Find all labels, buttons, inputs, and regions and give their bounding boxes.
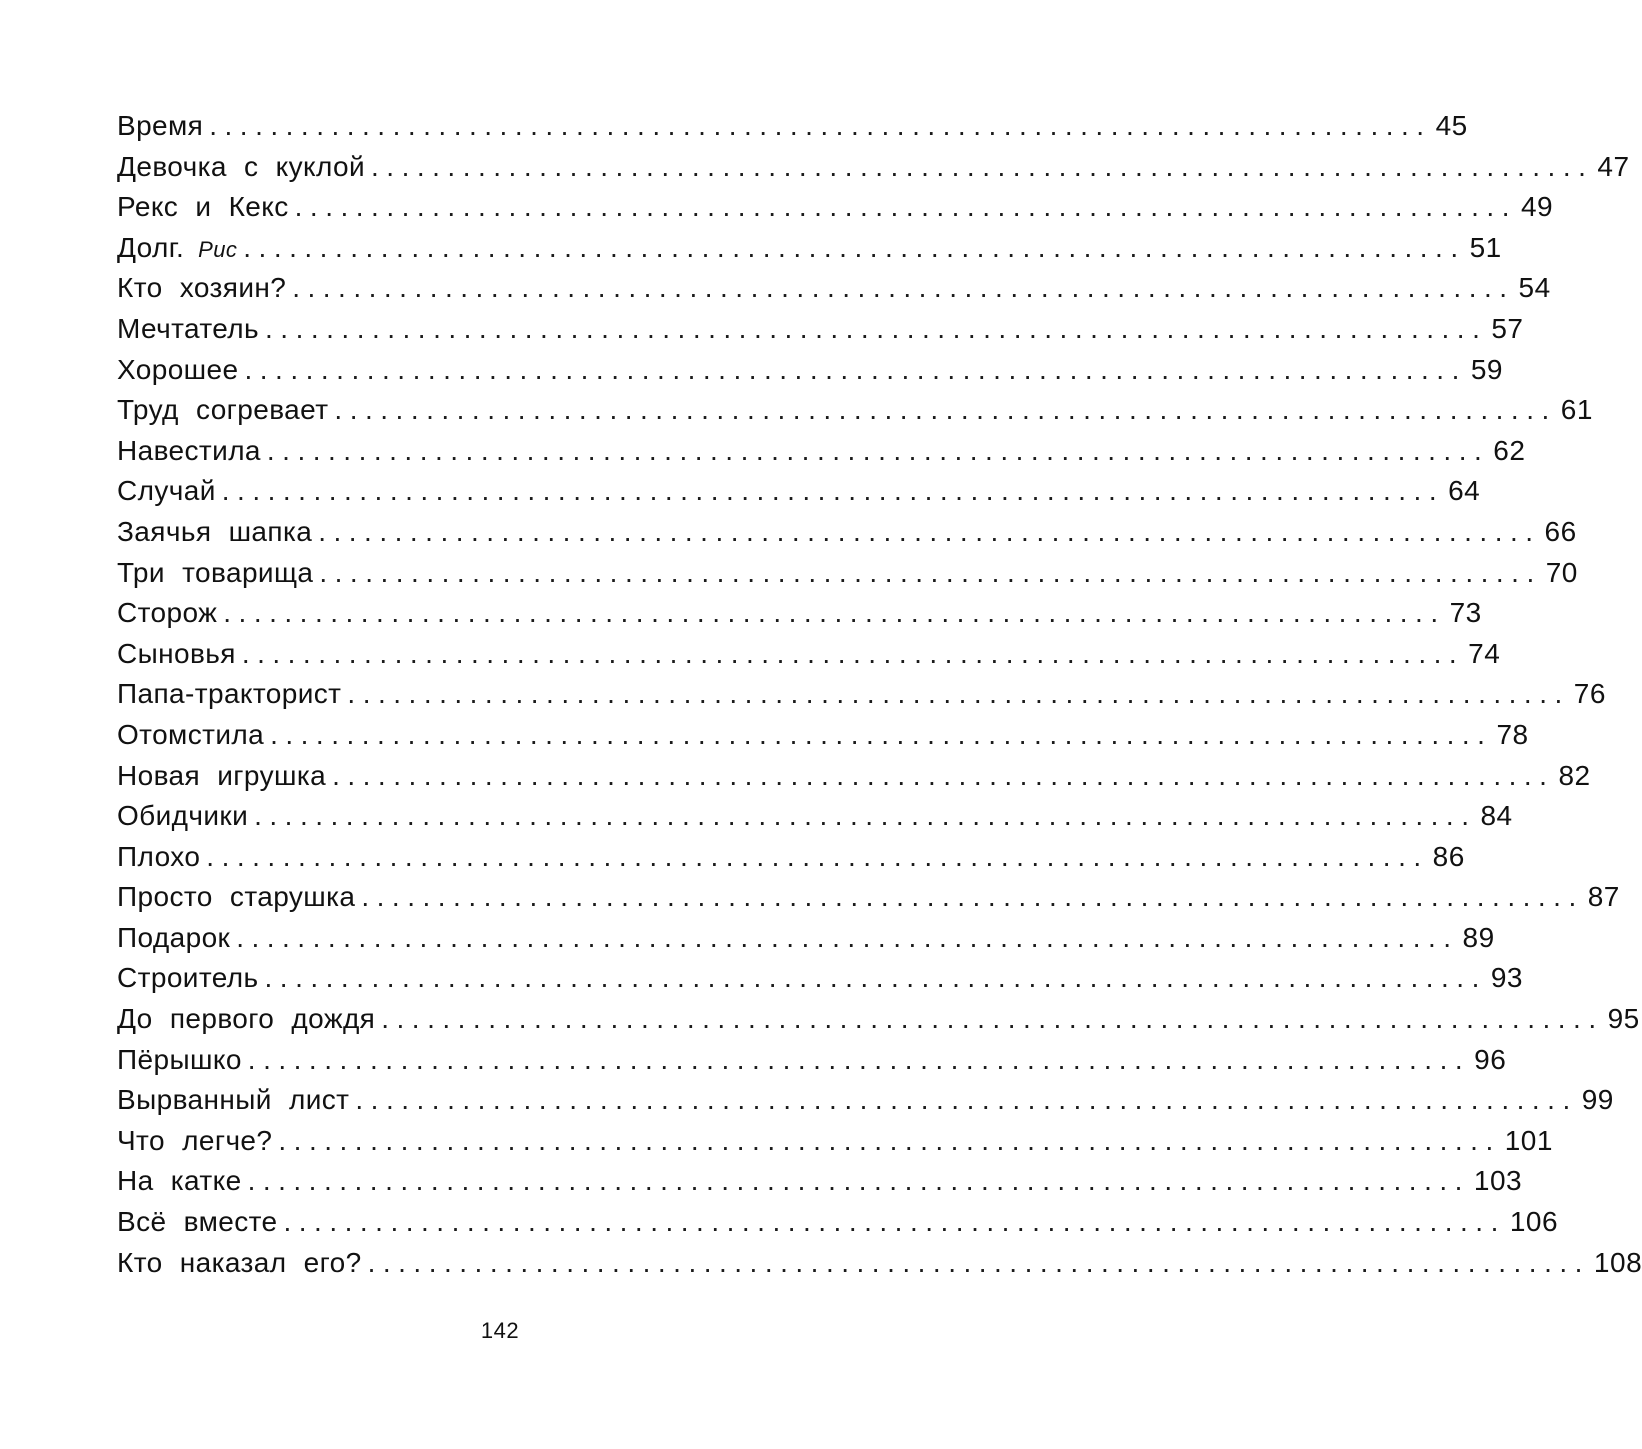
toc-entry-page: 101 [1504, 1124, 1553, 1156]
toc-entry-page: 86 [1432, 840, 1465, 872]
toc-entry-page: 47 [1597, 150, 1630, 182]
toc-leader-dots: ................................................................................ [266, 434, 1490, 466]
toc-leader-dots: ................................................................................ [278, 1124, 1501, 1156]
toc-entry-page: 89 [1462, 921, 1495, 953]
toc-leader-dots: ................................................................................ [367, 1246, 1590, 1278]
toc-entry-title: До первого дождя [117, 1003, 376, 1035]
toc-entry-title: Сторож [117, 597, 218, 629]
toc-leader-dots: ................................................................................ [371, 150, 1594, 182]
toc-leader-dots: ................................................................................ [347, 678, 1570, 710]
toc-leader-dots: ................................................................................ [270, 718, 1493, 750]
toc-entry-page: 106 [1509, 1206, 1559, 1238]
toc-entry-page: 95 [1607, 1003, 1640, 1035]
toc-entry [117, 634, 1501, 675]
toc-entry [117, 106, 1468, 147]
toc-entry-title: Просто старушка [117, 881, 356, 913]
toc-entry [117, 756, 1591, 797]
toc-entry [117, 958, 1524, 999]
toc-entry [117, 1121, 1553, 1162]
toc-leader-dots: ................................................................................ [318, 515, 1541, 547]
toc-entry-title: Кто наказал его? [117, 1246, 362, 1278]
toc-entry-page: 99 [1581, 1084, 1614, 1116]
toc-entry-page: 78 [1496, 718, 1529, 750]
toc-entry-title: Обидчики [117, 800, 249, 832]
toc-entry [117, 512, 1577, 553]
toc-entry [117, 1243, 1642, 1284]
toc-entry-title: Долг. [117, 231, 185, 263]
toc-entry-page: 61 [1560, 394, 1593, 426]
toc-entry-title: Труд согревает [117, 394, 329, 426]
toc-entry-title: Навестила [117, 434, 261, 466]
toc-entry [117, 715, 1529, 756]
toc-entry-title: Сыновья [117, 637, 236, 669]
toc-entry-title: Мечтатель [117, 312, 260, 344]
toc-leader-dots: ................................................................................ [265, 312, 1488, 344]
toc-entry-page: 96 [1474, 1043, 1507, 1075]
toc-entry-title: Хорошее [117, 353, 239, 385]
toc-entry-title: Отомстила [117, 718, 265, 750]
toc-entry-page: 66 [1544, 515, 1577, 547]
toc-entry [117, 674, 1606, 715]
page-number: 142 [480, 1318, 520, 1343]
toc-leader-dots: ................................................................................ [247, 1043, 1471, 1075]
toc-entry-title: Всё вместе [117, 1206, 278, 1238]
toc-entry-title: Кто хозяин? [117, 272, 287, 304]
toc-entry [117, 593, 1482, 634]
toc-entry [117, 228, 1502, 269]
toc-leader-dots: ................................................................................ [254, 800, 1477, 832]
toc-leader-dots: ................................................................................ [247, 1165, 1470, 1197]
toc-entry-page: 84 [1480, 800, 1513, 832]
toc-entry-title: Подарок [117, 921, 231, 953]
toc-entry [117, 1161, 1523, 1202]
toc-entry-title: Плохо [117, 840, 201, 872]
toc-entry [117, 877, 1620, 918]
toc-leader-dots: ................................................................................ [381, 1003, 1604, 1035]
toc-entry-page: 51 [1469, 231, 1502, 263]
toc-entry-title: Случай [117, 475, 216, 507]
toc-entry [117, 1040, 1507, 1081]
toc-entry [117, 471, 1481, 512]
toc-leader-dots: ................................................................................ [241, 637, 1465, 669]
toc-entry-title: Заячья шапка [117, 515, 313, 547]
toc-entry-page: 73 [1449, 597, 1482, 629]
toc-entry-note: Рис [198, 236, 238, 262]
toc-entry-title: Рекс и Кекс [117, 191, 289, 223]
toc-entry [117, 553, 1578, 594]
toc-entry-title: Строитель [117, 962, 259, 994]
toc-entry-page: 82 [1558, 759, 1591, 791]
toc-leader-dots: ................................................................................ [334, 394, 1557, 426]
toc-leader-dots: ................................................................................ [361, 881, 1584, 913]
toc-leader-dots: ................................................................................ [223, 597, 1446, 629]
toc-entry-page: 74 [1468, 637, 1501, 669]
toc-leader-dots: ................................................................................ [244, 353, 1467, 385]
toc-leader-dots: ................................................................................ [221, 475, 1445, 507]
toc-leader-dots: ................................................................................ [294, 191, 1517, 223]
toc-entry [117, 837, 1465, 878]
toc-leader-dots: ................................................................................ [243, 231, 1466, 263]
toc-entry [117, 390, 1593, 431]
toc-entry-page: 49 [1520, 191, 1554, 223]
toc-entry-page: 45 [1435, 110, 1468, 141]
toc-entry-title: Время [117, 110, 204, 141]
toc-entry [117, 999, 1640, 1040]
toc-entry-page: 108 [1593, 1246, 1642, 1278]
toc-entry-title: Новая игрушка [117, 759, 327, 791]
toc-entry-page: 59 [1470, 353, 1503, 385]
toc-entry [117, 431, 1526, 472]
table-of-contents [117, 106, 1642, 1283]
toc-entry-page: 103 [1473, 1165, 1523, 1197]
toc-leader-dots: ................................................................................ [209, 110, 1432, 141]
toc-entry-title: Папа-тракторист [117, 678, 342, 710]
toc-entry-page: 57 [1491, 312, 1524, 344]
toc-entry [117, 796, 1513, 837]
toc-entry [117, 309, 1524, 350]
toc-entry-title: Что легче? [117, 1124, 273, 1156]
toc-entry-page: 54 [1518, 272, 1551, 304]
toc-entry-title: Пёрышко [117, 1043, 242, 1075]
toc-leader-dots: ................................................................................ [236, 921, 1459, 953]
toc-entry-title: Девочка с куклой [117, 150, 366, 182]
toc-leader-dots: ................................................................................ [292, 272, 1515, 304]
toc-leader-dots: ................................................................................ [206, 840, 1429, 872]
toc-leader-dots: ................................................................................ [283, 1206, 1506, 1238]
toc-entry-title: На катке [117, 1165, 242, 1197]
toc-entry-page: 70 [1545, 556, 1578, 588]
toc-entry [117, 147, 1630, 188]
toc-entry-title: Три товарища [117, 556, 314, 588]
toc-entry-page: 64 [1448, 475, 1481, 507]
toc-entry-page: 76 [1573, 678, 1606, 710]
toc-leader-dots: ................................................................................ [355, 1084, 1578, 1116]
toc-entry-page: 62 [1493, 434, 1526, 466]
toc-entry-page: 93 [1490, 962, 1524, 994]
toc-leader-dots: ................................................................................ [319, 556, 1542, 588]
toc-leader-dots: ................................................................................ [264, 962, 1487, 994]
toc-entry [117, 187, 1554, 228]
toc-entry [117, 1080, 1614, 1121]
toc-leader-dots: ................................................................................ [332, 759, 1555, 791]
toc-entry [117, 918, 1495, 959]
toc-entry-page: 87 [1587, 881, 1620, 913]
toc-entry [117, 268, 1551, 309]
toc-entry-title: Вырванный лист [117, 1084, 350, 1116]
toc-entry [117, 1202, 1559, 1243]
toc-entry [117, 350, 1503, 391]
